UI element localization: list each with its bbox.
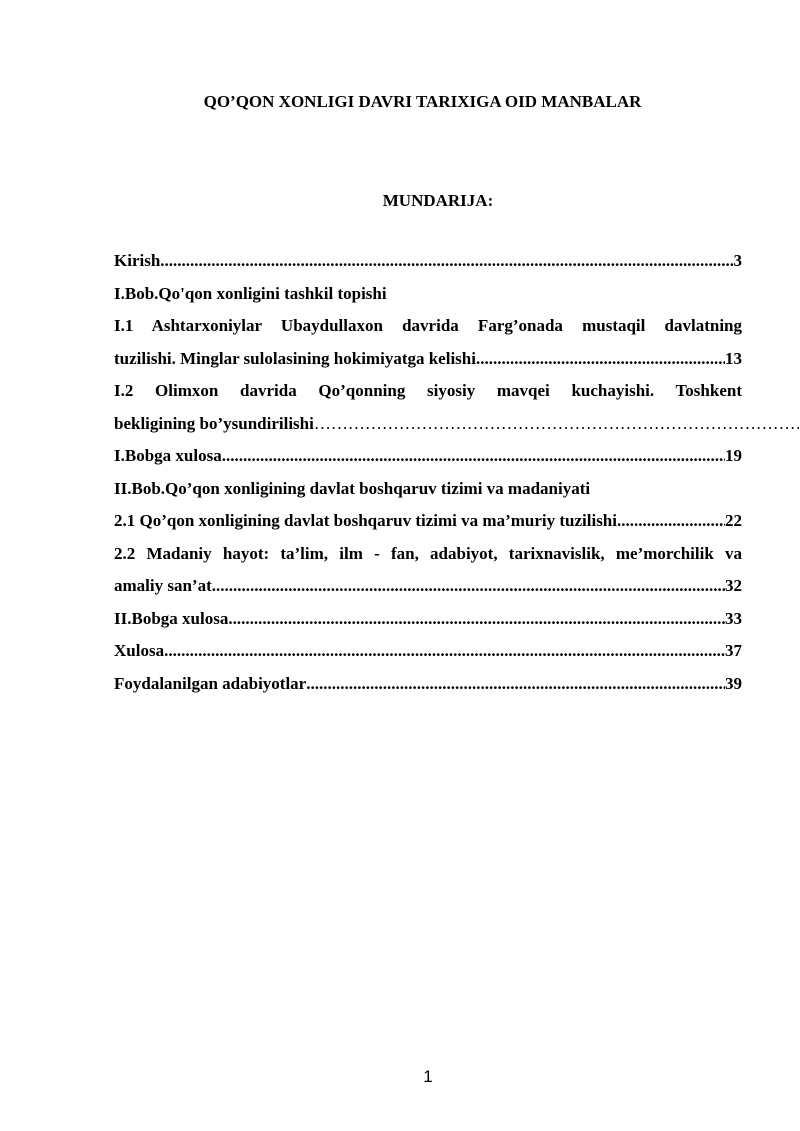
toc-entry-page: 19 — [725, 446, 742, 465]
document-title: QO’QON XONLIGI DAVRI TARIXIGA OID MANBALAR — [203, 92, 642, 111]
toc-entry-label: tuzilishi. Minglar sulolasining hokimiyatga kelishi — [114, 348, 476, 368]
toc-entry-label: Kirish — [114, 251, 161, 270]
toc-entry-label: I.Bob.Qo'qon xonligini tashkil topishi — [114, 283, 387, 303]
toc-entry-section-2-2-line2[interactable] — [114, 570, 742, 603]
toc-leader-dots — [228, 603, 725, 636]
contents-heading: MUNDARIJA: — [382, 191, 494, 210]
toc-entry-label: Xulosa — [114, 641, 165, 660]
toc-entry-section-1-2-line1[interactable] — [114, 375, 742, 408]
toc-entry-label: Foydalanilgan adabiyotlar — [114, 673, 307, 693]
toc-entry-label: amaliy san’at — [114, 576, 212, 595]
toc-entry-adabiyotlar[interactable] — [114, 668, 742, 701]
toc-leader-dots — [314, 408, 799, 441]
toc-entry-page: 13 — [725, 348, 742, 368]
toc-entry-label: bekligining bo’ysundirilishi — [114, 413, 314, 433]
toc-leader-dots — [222, 440, 725, 473]
toc-entry-page: 22 — [725, 511, 742, 530]
toc-entry-label: I.Bobga xulosa — [114, 446, 222, 465]
toc-entry-section-1-2-line2[interactable] — [114, 408, 799, 441]
toc-entry-page: 32 — [725, 576, 742, 595]
toc-leader-dots — [476, 343, 725, 376]
toc-entry-bob1[interactable] — [114, 278, 742, 311]
toc-entry-bob1-xulosa[interactable] — [114, 440, 742, 473]
toc-entry-section-2-2-line1[interactable] — [114, 538, 742, 571]
toc-entry-section-1-1-line2[interactable] — [114, 343, 742, 376]
toc-entry-section-1-1-line1[interactable] — [114, 310, 742, 343]
toc-entry-bob2[interactable] — [114, 473, 742, 506]
toc-entry-xulosa[interactable] — [114, 635, 742, 668]
toc-leader-dots — [212, 570, 725, 603]
toc-entry-label: I.2 Olimxon davrida Qo’qonning siyosiy mavqei kuchayishi. Toshkent — [114, 381, 742, 400]
toc-entry-label: 2.2 Madaniy hayot: ta’lim, ilm - fan, adabiyot, tarixnavislik, me’morchilik va — [114, 543, 742, 563]
table-of-contents — [114, 245, 742, 700]
toc-entry-kirish[interactable] — [114, 245, 742, 278]
toc-entry-page: 3 — [733, 251, 742, 270]
toc-entry-label: II.Bob.Qo’qon xonligining davlat boshqaruv tizimi va madaniyati — [114, 478, 591, 498]
toc-entry-bob2-xulosa[interactable] — [114, 603, 742, 636]
page-number: 1 — [423, 1067, 433, 1086]
toc-leader-dots — [164, 635, 725, 668]
toc-entry-page: 39 — [725, 673, 742, 693]
toc-leader-dots — [306, 668, 725, 701]
toc-entry-section-2-1[interactable] — [114, 505, 742, 538]
toc-leader-dots — [160, 245, 733, 278]
toc-entry-label: 2.1 Qo’qon xonligining davlat boshqaruv tizimi va ma’muriy tuzilishi — [114, 511, 617, 530]
toc-entry-page: 33 — [725, 608, 742, 628]
toc-leader-dots — [617, 505, 725, 538]
toc-entry-label: I.1 Ashtarxoniylar Ubaydullaxon davrida Farg’onada mustaqil davlatning — [114, 316, 742, 335]
toc-entry-page: 37 — [725, 641, 742, 660]
toc-entry-label: II.Bobga xulosa — [114, 608, 229, 628]
